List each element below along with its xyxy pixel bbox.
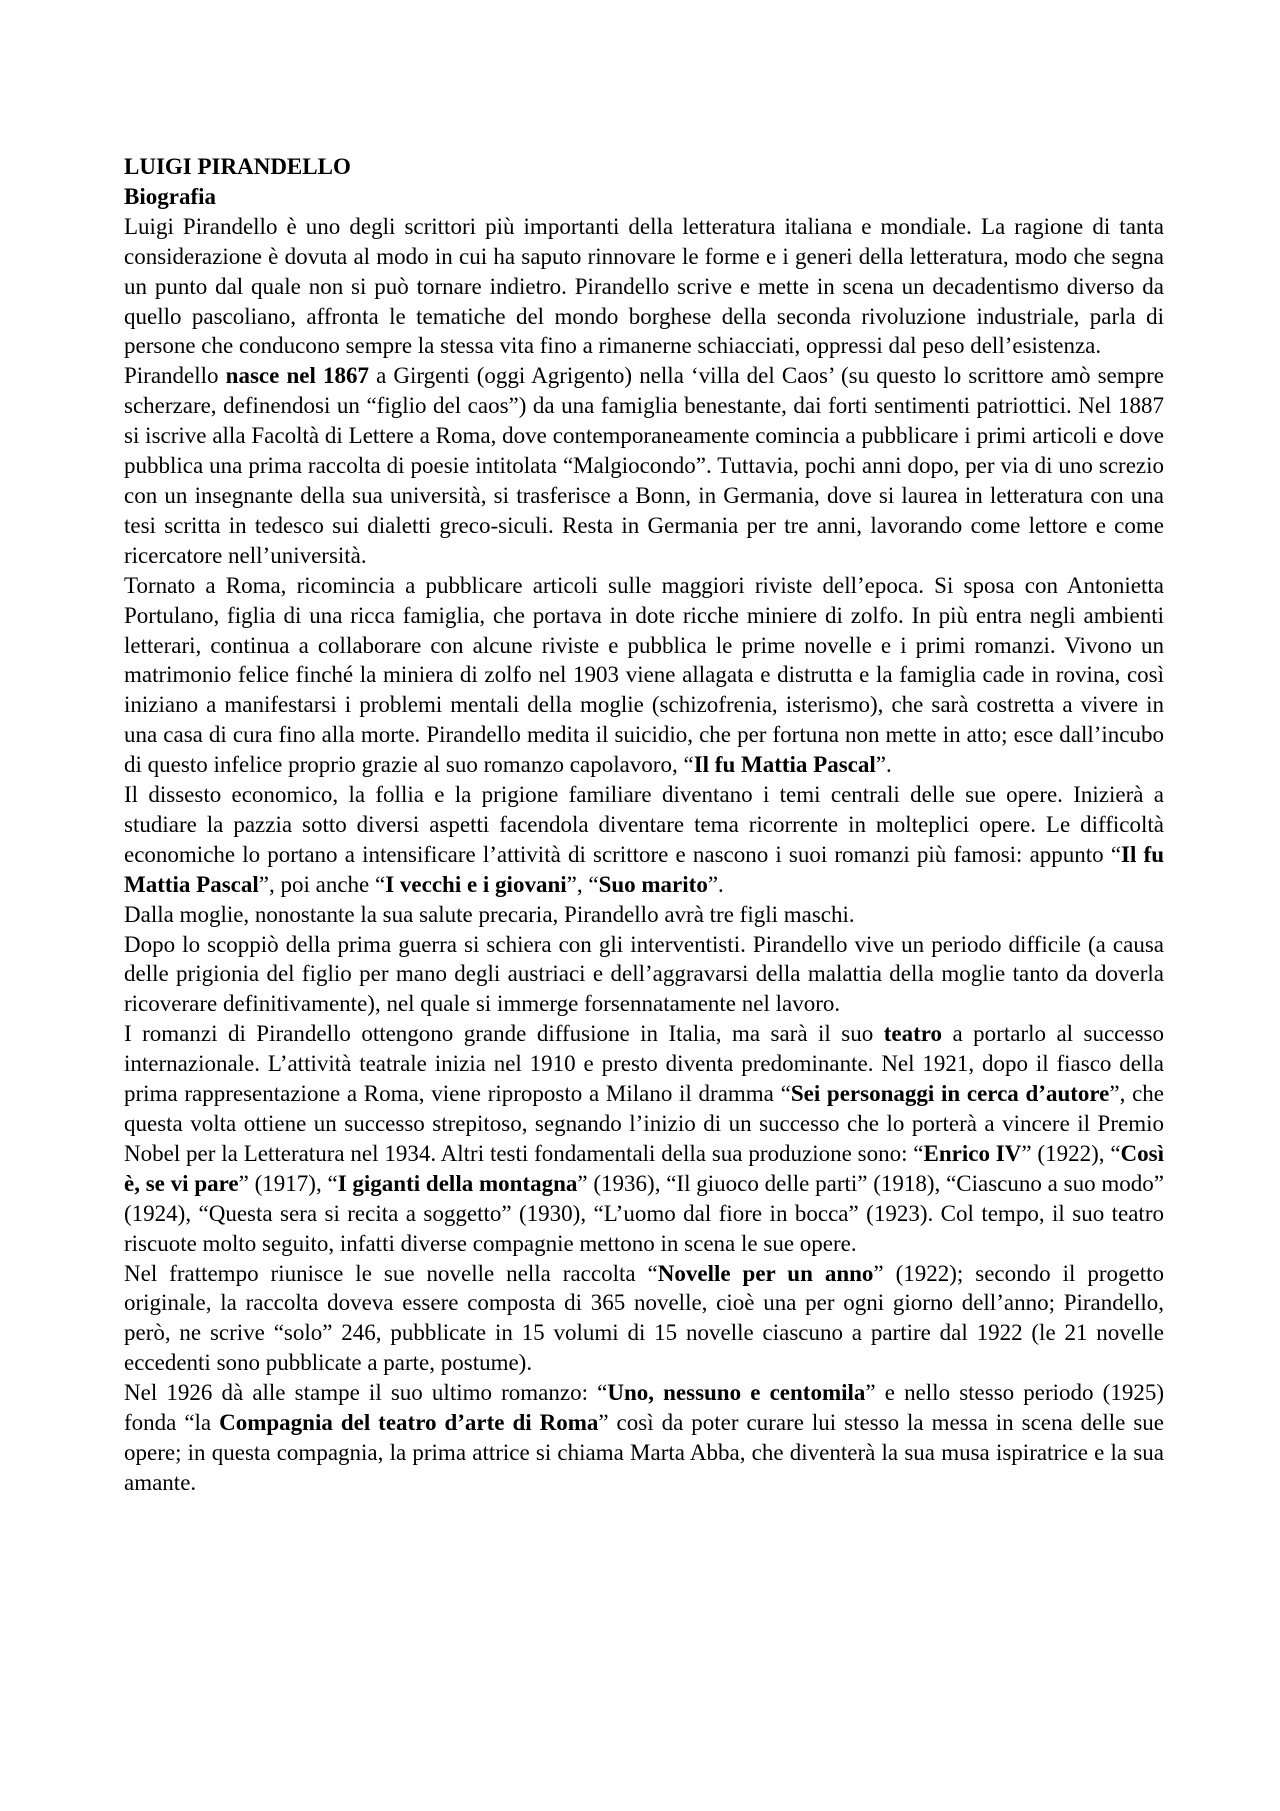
text-run: Dalla moglie, nonostante la sua salute precaria, Pirandello avrà tre figli maschi. — [124, 901, 855, 927]
text-run: ”, “ — [566, 871, 599, 897]
document-body — [124, 212, 1164, 1498]
bold-text: nasce nel 1867 — [225, 363, 369, 389]
bold-text: Compagnia del teatro d’arte di Roma — [219, 1410, 599, 1436]
text-run: ”, che questa volta ottiene un successo strepitoso, segnando l’inizio di un successo che lo porterà a vincere il Premio Nobel per la Letteratura nel 1934. Altri testi fondamentali della sua produzione sono: “ — [124, 1081, 1164, 1166]
text-run: Dopo lo scoppiò della prima guerra si schiera con gli interventisti. Pirandello vive un periodo difficile (a causa delle prigionia del figlio per mano degli austriaci e dell’aggravarsi della malattia della moglie tanto da doverla ricoverare definitivamente), nel quale si immerge forsennatamente nel lavoro. — [124, 931, 1164, 1017]
bold-text: I giganti della montagna — [337, 1170, 578, 1196]
paragraph — [124, 212, 1164, 362]
text-run: ” così da poter curare lui stesso la messa in scena delle sue opere; in questa compagnia, la prima attrice si chiama Marta Abba, che diventerà la sua musa ispiratrice e la sua amante. — [124, 1410, 1164, 1495]
text-run: a Girgenti (oggi Agrigento) nella ‘villa del Caos’ (su questo lo scrittore amò sempre scherzare, definendosi un “figlio del caos”) da una famiglia benestante, dai forti sentimenti patriottici. Nel 1887 si iscrive alla Facoltà di Lettere a Roma, dove contemporaneamente comincia a pubblicare i primi articoli e dove pubblica una prima raccolta di poesie intitolata “Malgiocondo”. Tuttavia, pochi anni dopo, per via di uno screzio con un insegnante della sua università, si trasferisce a Bonn, in Germania, dove si laurea in letteratura con una tesi scritta in tedesco sui dialetti greco-siculi. Resta in Germania per tre anni, lavorando come lettore e come ricercatore nell’università. — [124, 363, 1164, 568]
paragraph — [124, 1378, 1164, 1498]
paragraph — [124, 780, 1164, 900]
paragraph — [124, 361, 1164, 570]
paragraph — [124, 1259, 1164, 1379]
bold-text: Il fu Mattia Pascal — [124, 841, 1164, 897]
text-run: Tornato a Roma, ricomincia a pubblicare articoli sulle maggiori riviste dell’epoca. Si sposa con Antonietta Portulano, figlia di una ricca famiglia, che portava in dote ricche miniere di zolfo. In più entra negli ambienti letterari, continua a collaborare con alcune riviste e pubblica le prime novelle e i primi romanzi. Vivono un matrimonio felice finché la miniera di zolfo nel 1903 viene allagata e distrutta e la famiglia cade in rovina, così iniziano a manifestarsi i problemi mentali della moglie (schizofrenia, isterismo), che sarà costretta a vivere in una casa di cura fino alla morte. Pirandello medita il suicidio, che per fortuna non mette in atto; esce dall’incubo di questo infelice proprio grazie al suo romanzo capolavoro, “ — [124, 572, 1164, 778]
text-run: Il dissesto economico, la follia e la prigione familiare diventano i temi centrali delle sue opere. Inizierà a studiare la pazzia sotto diversi aspetti facendola diventare tema ricorrente in molteplici opere. Le difficoltà economiche lo portano a intensificare l’attività di scrittore e nascono i suoi romanzi più famosi: appunto “ — [124, 782, 1164, 867]
bold-text: Novelle per un anno — [657, 1260, 874, 1286]
document-title: LUIGI PIRANDELLO — [124, 154, 351, 179]
bold-text: Enrico IV — [923, 1140, 1022, 1166]
paragraph — [124, 1019, 1164, 1258]
document-page — [124, 152, 1164, 1498]
text-run: a portarlo al successo internazionale. L’attività teatrale inizia nel 1910 e presto diventa predominante. Nel 1921, dopo il fiasco della prima rappresentazione a Roma, viene riproposto a Milano il dramma “ — [124, 1021, 1164, 1107]
text-run: Pirandello — [124, 363, 226, 389]
text-run: I romanzi di Pirandello ottengono grande diffusione in Italia, ma sarà il suo — [124, 1021, 884, 1047]
paragraph — [124, 930, 1164, 1020]
section-heading: Biografia — [124, 183, 216, 209]
paragraph — [124, 900, 1164, 930]
bold-text: teatro — [883, 1021, 943, 1047]
bold-text: I vecchi e i giovani — [385, 871, 567, 897]
text-run: ”. — [875, 752, 892, 778]
text-run: Nel 1926 dà alle stampe il suo ultimo romanzo: “ — [124, 1380, 608, 1406]
bold-text: Sei personaggi in cerca d’autore — [790, 1081, 1110, 1107]
bold-text: Uno, nessuno e centomila — [607, 1380, 866, 1406]
text-run: ”, poi anche “ — [258, 871, 386, 897]
bold-text: Così è, se vi pare — [124, 1140, 1164, 1196]
text-run: ” (1936), “Il giuoco delle parti” (1918), “Ciascuno a suo modo” (1924), “Questa sera si recita a soggetto” (1930), “L’uomo dal fiore in bocca” (1923). Col tempo, il suo teatro riscuote molto seguito, infatti diverse compagnie mettono in scena le sue opere. — [124, 1170, 1164, 1256]
bold-text: Suo marito — [598, 871, 708, 897]
text-run: ” (1922); secondo il progetto originale, la raccolta doveva essere composta di 365 novelle, cioè una per ogni giorno dell’anno; Pirandello, però, ne scrive “solo” 246, pubblicate in 15 volumi di 15 novelle ciascuno a partire dal 1922 (le 21 novelle eccedenti sono pubblicate a parte, postume). — [124, 1260, 1164, 1376]
text-run: Nel frattempo riunisce le sue novelle nella raccolta “ — [124, 1260, 658, 1286]
text-run: ” e nello stesso periodo (1925) fonda “la — [124, 1380, 1164, 1436]
paragraph — [124, 571, 1164, 780]
bold-text: Il fu Mattia Pascal — [693, 752, 876, 778]
text-run: ”. — [707, 871, 724, 897]
text-run: ” (1917), “ — [238, 1170, 338, 1196]
text-run: Luigi Pirandello è uno degli scrittori più importanti della letteratura italiana e mondiale. La ragione di tanta considerazione è dovuta al modo in cui ha saputo rinnovare le forme e i generi della letteratura, modo che segna un punto dal quale non si può tornare indietro. Pirandello scrive e mette in scena un decadentismo diverso da quello pascoliano, affronta le tematiche del mondo borghese della seconda rivoluzione industriale, parla di persone che conducono sempre la stessa vita fino a rimanerne schiacciati, oppressi dal peso dell’esistenza. — [124, 213, 1164, 359]
text-run: ” (1922), “ — [1021, 1140, 1121, 1166]
